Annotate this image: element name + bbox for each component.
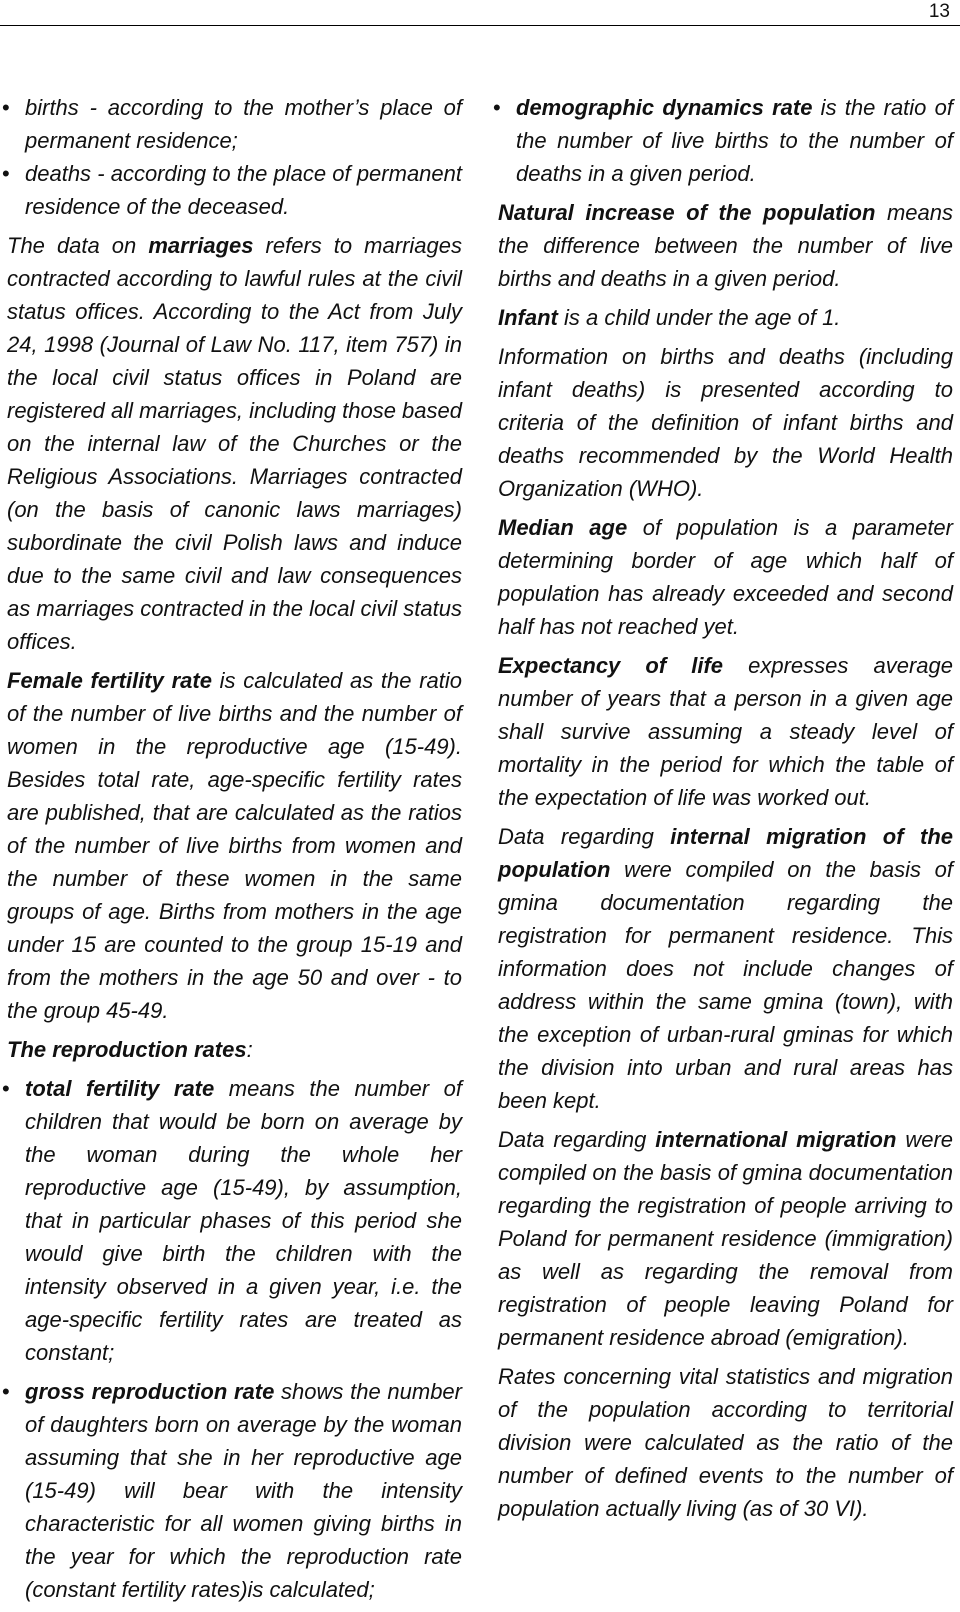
term-international-migration: international migration xyxy=(655,1127,897,1152)
median-age-paragraph: Median age of population is a parameter determining border of age which half of population has already exceeded and second half has not reached yet. xyxy=(498,515,953,639)
term-internal-migration: internal migration of the population xyxy=(498,824,953,882)
residence-bullet-list xyxy=(7,91,462,223)
bullet-births: • births - according to the mother’s place of permanent residence; xyxy=(7,91,462,157)
term-female-fertility-rate: Female fertility rate xyxy=(7,668,212,693)
term-median-age: Median age xyxy=(498,515,628,540)
internal-migration-paragraph: Data regarding internal migration of the population were compiled on the basis of gmina documentation regarding the registration for permanent residence. This information does not include changes of address within the same gmina (town), with the exception of urban-rural gminas for which the division into urban and rural areas has been kept. xyxy=(498,824,953,1113)
page-number: 13 xyxy=(928,1,950,22)
international-migration-paragraph: Data regarding international migration were compiled on the basis of gmina documentation regarding the registration of people arriving to Poland for permanent residence (immigration) as well as regarding the removal from registration of people leaving Poland for permanent residence abroad (emigration). xyxy=(498,1127,953,1350)
reproduction-bullet-list xyxy=(7,1072,462,1606)
rates-paragraph: Rates concerning vital statistics and migration of the population according to territorial division were calculated as the ratio of the number of defined events to the number of population actually living (as of 30 VI). xyxy=(498,1364,953,1521)
infant-paragraph: Infant is a child under the age of 1. xyxy=(498,305,841,330)
bullet-deaths: • deaths - according to the place of permanent residence of the deceased. xyxy=(7,157,462,223)
left-column xyxy=(7,91,462,1612)
marriages-paragraph: The data on marriages refers to marriages contracted according to lawful rules at the civil status offices. According to the Act from July 24, 1998 (Journal of Law No. 117, item 757) in the local civil status offices in Poland are registered all marriages, including those based on the internal law of the Churches or the Religious Associations. Marriages contracted (on the basis of canonic laws marriages) subordinate the civil Polish laws and induce due to the same civil and law consequences as marriages contracted in the local civil status offices. xyxy=(7,233,462,654)
right-column xyxy=(498,91,953,1531)
reproduction-heading: The reproduction rates: xyxy=(7,1037,253,1062)
term-infant: Infant xyxy=(498,305,558,330)
fertility-paragraph: Female fertility rate is calculated as the ratio of the number of live births and the number of women in the reproductive age (15-49). Besides total rate, age-specific fertility rates are published, that are calculated as the ratios of the number of live births from women and the number of these women in the same groups of age. Births from mothers in the age under 15 are counted to the group 15-19 and from the mothers in the age 50 and over - to the group 45-49. xyxy=(7,668,463,1023)
term-expectancy-of-life: Expectancy of life xyxy=(498,653,724,678)
natural-increase-paragraph: Natural increase of the population means the difference between the number of live births and deaths in a given period. xyxy=(498,200,953,291)
bullet-gross-reproduction-rate: • gross reproduction rate shows the number of daughters born on average by the woman assuming that she in her reproductive age (15-49) will bear with the intensity characteristic for all women giving births in the year for which the reproduction rate (constant fertility rates)is calculated; xyxy=(7,1375,462,1606)
term-marriages: marriages xyxy=(148,233,254,258)
dynamics-bullet-list xyxy=(498,91,953,190)
bullet-demographic-dynamics-rate: • demographic dynamics rate is the ratio of the number of live births to the number of deaths in a given period. xyxy=(498,91,953,190)
term-natural-increase: Natural increase of the population xyxy=(498,200,876,225)
who-paragraph: Information on births and deaths (including infant deaths) is presented according to criteria of the definition of infant births and deaths recommended by the World Health Organization (WHO). xyxy=(498,344,953,501)
bullet-total-fertility-rate: • total fertility rate means the number of children that would be born on average by the woman during the whole her reproductive age (15-49), by assumption, that in particular phases of this period she would give birth the children with the intensity observed in a given year, i.e. the age-specific fertility rates are treated as constant; xyxy=(7,1072,462,1369)
header-rule xyxy=(0,25,960,26)
expectancy-paragraph: Expectancy of life expresses average number of years that a person in a given age shall survive assuming a steady level of mortality in the period for which the table of the expectation of life was worked out. xyxy=(498,653,953,810)
